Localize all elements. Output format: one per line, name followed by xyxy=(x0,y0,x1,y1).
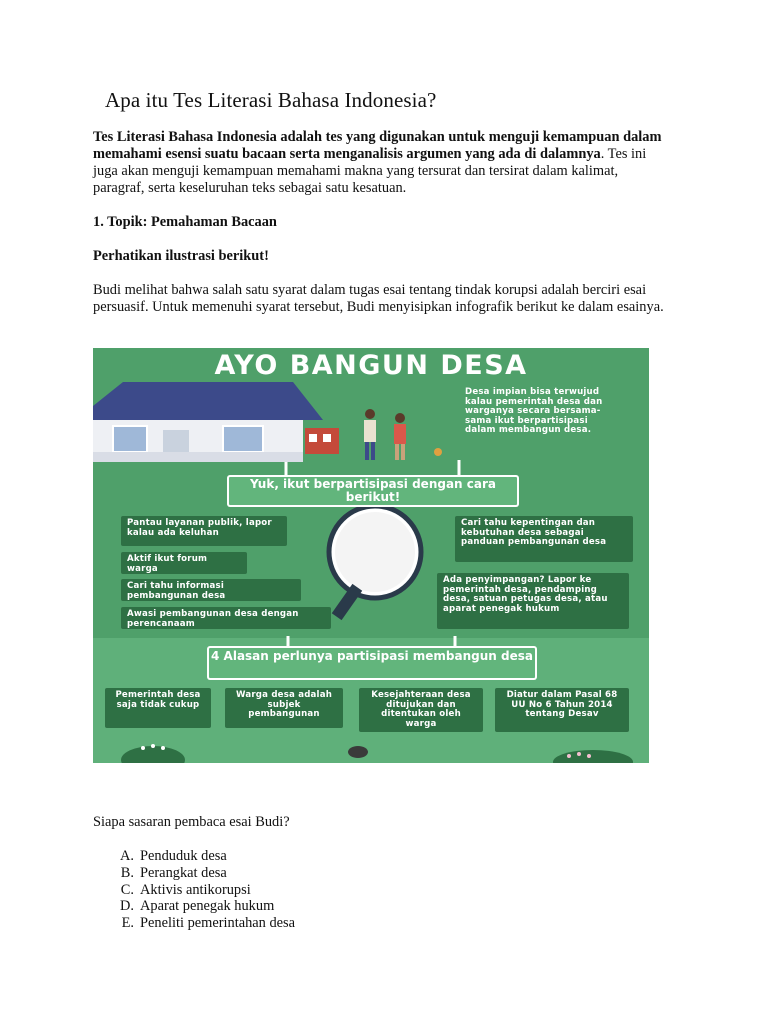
left-item: Pantau layanan publik, lapor kalau ada keluhan xyxy=(121,516,287,546)
participate-heading: Yuk, ikut berpartisipasi dengan cara berikut! xyxy=(227,475,519,507)
left-item: Awasi pembangunan desa dengan perencanaam xyxy=(121,607,331,629)
dream-text: Desa impian bisa terwujud kalau pemerintah desa dan warganya secara bersama-sama ikut berpartisipasi dalam membangun desa. xyxy=(465,387,603,436)
option-item: D. Aparat penegak hukum xyxy=(120,898,275,915)
house-illustration xyxy=(93,382,339,462)
left-item: Aktif ikut forum warga xyxy=(121,552,247,574)
reason-item: Pemerintah desa saja tidak cukup xyxy=(105,688,211,728)
reasons-heading: 4 Alasan perlunya partisipasi membangun desa xyxy=(207,646,537,680)
answer-options xyxy=(93,848,295,932)
right-item: Ada penyimpangan? Lapor ke pemerintah desa, pendamping desa, satuan petugas desa, atau aparat penegak hukum xyxy=(437,573,629,629)
passage-paragraph: Budi melihat bahwa salah satu syarat dalam tugas esai tentang tindak korupsi adalah berciri esai persuasif. Untuk memenuhi syarat tersebut, Budi menyisipkan infografik berikut ke dalam esainya. xyxy=(93,282,664,315)
villagers-illustration xyxy=(364,409,442,460)
intro-bold-text: Tes Literasi Bahasa Indonesia adalah tes yang digunakan untuk menguji kemampuan dalam memahami esensi suatu bacaan serta menganalisis argumen yang ada di dalamnya xyxy=(93,129,662,162)
intro-normal-text: . Tes ini juga akan menguji kemampuan memahami makna yang tersurat dan tersirat dalam kalimat, paragraf, serta keseluruhan teks sebagai satu kesatuan. xyxy=(93,146,647,196)
option-item: B. Perangkat desa xyxy=(120,864,227,881)
infographic xyxy=(93,348,649,763)
reason-item: Diatur dalam Pasal 68 UU No 6 Tahun 2014 tentang Desav xyxy=(495,688,629,732)
intro-paragraph xyxy=(93,129,673,197)
page-title: Apa itu Tes Literasi Bahasa Indonesia? xyxy=(105,88,437,112)
question-text: Siapa sasaran pembaca esai Budi? xyxy=(93,814,290,830)
instruction-text: Perhatikan ilustrasi berikut! xyxy=(93,248,269,264)
option-item: C. Aktivis antikorupsi xyxy=(120,881,251,898)
topic-heading: 1. Topik: Pemahaman Bacaan xyxy=(93,214,277,230)
option-item: A. Penduduk desa xyxy=(120,848,227,864)
magnifier-icon xyxy=(329,506,421,620)
reason-item: Kesejahteraan desa ditujukan dan ditentukan oleh warga xyxy=(359,688,483,732)
left-item: Cari tahu informasi pembangunan desa xyxy=(121,579,301,601)
reason-item: Warga desa adalah subjek pembangunan xyxy=(225,688,343,728)
option-item: E. Peneliti pemerintahan desa xyxy=(121,915,296,932)
right-item: Cari tahu kepentingan dan kebutuhan desa sebagai panduan pembangunan desa xyxy=(455,516,633,562)
infographic-banner: AYO BANGUN DESA xyxy=(214,350,528,381)
